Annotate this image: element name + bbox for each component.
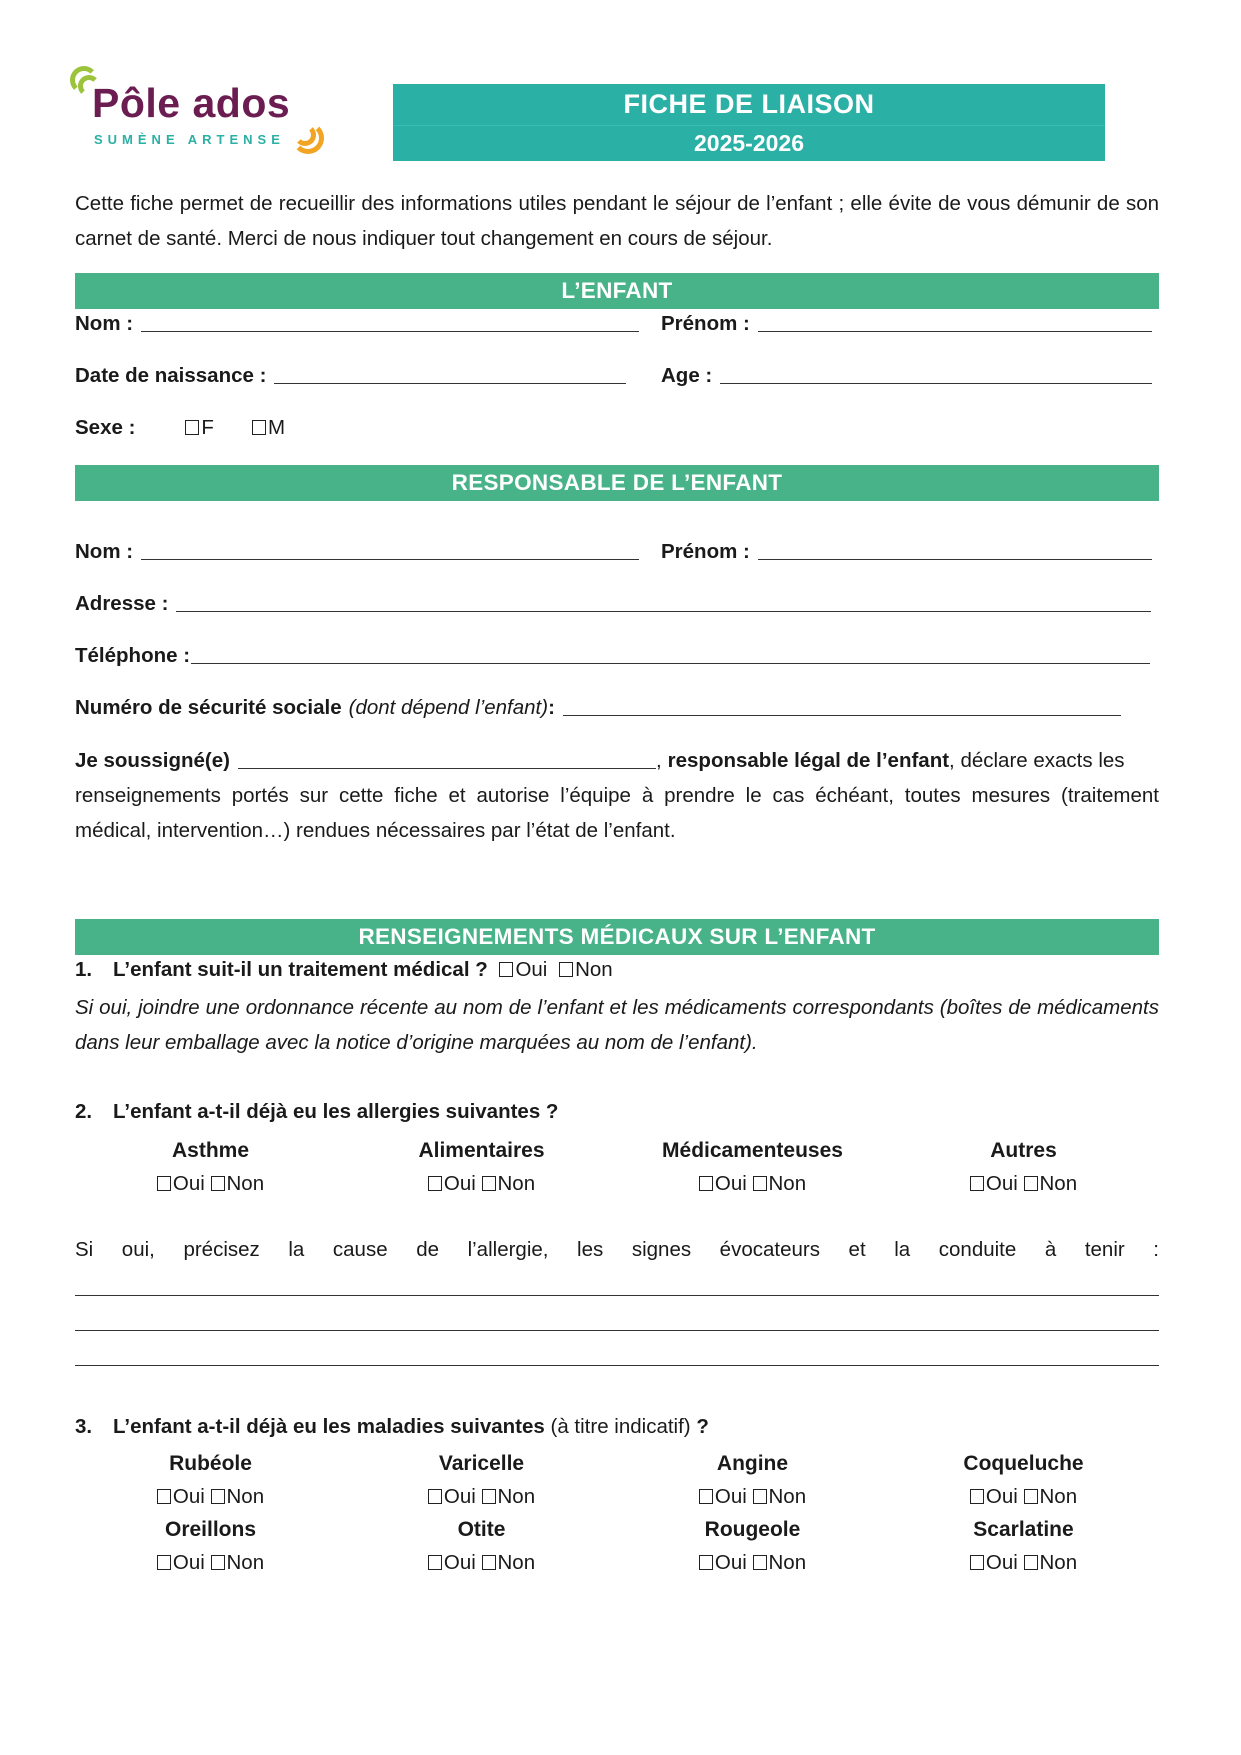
question-3: 3. L’enfant a-t-il déjà eu les maladies suivantes (à titre indicatif) ?: [75, 1415, 709, 1438]
declaration-name-field[interactable]: [238, 767, 656, 769]
question-3-note: (à titre indicatif): [550, 1415, 691, 1438]
allergy-non[interactable]: Non: [1024, 1172, 1078, 1195]
resp-telephone-label: Téléphone :: [75, 644, 191, 667]
q1-non-checkbox[interactable]: [559, 962, 573, 977]
question-3-number: 3.: [75, 1415, 93, 1438]
allergy-non[interactable]: Non: [482, 1172, 536, 1195]
question-2-number: 2.: [75, 1100, 93, 1123]
resp-secu-label: Numéro de sécurité sociale: [75, 696, 342, 719]
sexe-option-f[interactable]: F: [185, 416, 214, 440]
allergy-answer-line-3[interactable]: [75, 1365, 1159, 1366]
question-1-number: 1.: [75, 958, 93, 981]
allergy-oui[interactable]: Oui: [699, 1172, 747, 1195]
enfant-naissance-row: [75, 364, 626, 388]
disease-non[interactable]: Non: [753, 1485, 807, 1508]
section-responsable-header: RESPONSABLE DE L’ENFANT: [75, 465, 1159, 501]
checkbox-f[interactable]: [185, 420, 199, 435]
resp-nom-field[interactable]: [141, 558, 639, 560]
intro-paragraph: Cette fiche permet de recueillir des informations utiles pendant le séjour de l’enfant ; elle évite de vous démunir de son carnet de santé. Merci de nous indiquer tout changement en cours de séjour.: [75, 192, 1159, 250]
disease-oui[interactable]: Oui: [699, 1551, 747, 1574]
disease-oui[interactable]: Oui: [970, 1551, 1018, 1574]
disease-item: Coqueluche Oui Non: [963, 1452, 1084, 1508]
resp-secu-field[interactable]: [563, 714, 1121, 716]
section-medical-header: RENSEIGNEMENTS MÉDICAUX SUR L’ENFANT: [75, 919, 1159, 955]
question-3-text: L’enfant a-t-il déjà eu les maladies suivantes: [113, 1415, 545, 1438]
allergy-oui[interactable]: Oui: [157, 1172, 205, 1195]
header-divider: [393, 125, 1105, 126]
logo-title: Pôle ados: [92, 80, 291, 126]
resp-telephone-row: [75, 644, 1150, 668]
resp-nom-label: Nom :: [75, 540, 134, 563]
question-2: [75, 1100, 558, 1124]
allergy-item: Asthme Oui Non: [75, 1134, 346, 1200]
enfant-nom-row: [75, 312, 639, 336]
enfant-nom-field[interactable]: [141, 330, 639, 332]
allergy-item: Alimentaires Oui Non: [418, 1139, 545, 1195]
disease-oui[interactable]: Oui: [157, 1551, 205, 1574]
disease-non[interactable]: Non: [211, 1485, 265, 1508]
document-header: [393, 84, 1105, 161]
diseases-grid: [75, 1447, 1159, 1579]
allergy-precision-text: Si oui, précisez la cause de l’allergie, les signes évocateurs et la conduite à tenir :: [75, 1238, 1159, 1261]
disease-non[interactable]: Non: [211, 1551, 265, 1574]
resp-secu-row: [75, 696, 1121, 720]
resp-adresse-row: [75, 592, 1151, 616]
document-year: 2025-2026: [694, 130, 804, 156]
disease-item: Varicelle Oui Non: [346, 1447, 617, 1513]
logo-arc-right-outer-icon: [292, 122, 324, 154]
disease-oui[interactable]: Oui: [428, 1551, 476, 1574]
logo-subtitle: SUMÈNE ARTENSE: [94, 132, 285, 147]
declaration-first-line-rest: , déclare exacts les: [949, 749, 1125, 772]
enfant-sexe-row: [75, 416, 285, 440]
resp-prenom-label: Prénom :: [661, 540, 750, 563]
resp-prenom-field[interactable]: [758, 558, 1152, 560]
allergies-grid: [75, 1134, 1159, 1200]
resp-adresse-field[interactable]: [176, 610, 1151, 612]
q1-oui-checkbox[interactable]: [499, 962, 513, 977]
disease-item: Otite Oui Non: [346, 1513, 617, 1579]
disease-item: Oreillons Oui Non: [75, 1513, 346, 1579]
allergy-answer-line-1[interactable]: [75, 1295, 1159, 1296]
disease-oui[interactable]: Oui: [970, 1485, 1018, 1508]
document-title: FICHE DE LIAISON: [623, 89, 875, 119]
sexe-option-m[interactable]: M: [252, 416, 285, 440]
disease-item: Rougeole Oui Non: [617, 1513, 888, 1579]
checkbox-m[interactable]: [252, 420, 266, 435]
allergy-item: Médicamenteuses Oui Non: [662, 1139, 843, 1195]
pole-ados-logo: [68, 62, 328, 157]
question-2-text: L’enfant a-t-il déjà eu les allergies suivantes ?: [113, 1100, 559, 1123]
section-enfant-header: L’ENFANT: [75, 273, 1159, 309]
question-1-note: Si oui, joindre une ordonnance récente au nom de l’enfant et les médicaments correspondants (boîtes de médicaments dans leur emballage avec la notice d’origine marquées au nom de l’enfant).: [75, 996, 1159, 1054]
enfant-age-row: [661, 364, 1152, 388]
enfant-age-label: Age :: [661, 364, 713, 387]
allergy-oui[interactable]: Oui: [428, 1172, 476, 1195]
enfant-age-field[interactable]: [720, 382, 1152, 384]
enfant-naissance-field[interactable]: [274, 382, 626, 384]
question-1-text: L’enfant suit-il un traitement médical ?: [113, 958, 488, 981]
disease-non[interactable]: Non: [1024, 1485, 1078, 1508]
resp-nom-row: [75, 540, 639, 564]
disease-oui[interactable]: Oui: [428, 1485, 476, 1508]
allergy-answer-line-2[interactable]: [75, 1330, 1159, 1331]
resp-secu-note: (dont dépend l’enfant): [348, 696, 549, 719]
q1-non-option[interactable]: Non: [559, 958, 613, 981]
enfant-nom-label: Nom :: [75, 312, 134, 335]
disease-non[interactable]: Non: [482, 1485, 536, 1508]
disease-oui[interactable]: Oui: [157, 1485, 205, 1508]
declaration-rest: renseignements portés sur cette fiche et autorise l’équipe à prendre le cas échéant, toutes mesures (traitement médical, intervention…) rendues nécessaires par l’état de l’enfant.: [75, 784, 1159, 842]
declaration-paragraph: Je soussigné(e) , responsable légal de l’enfant , déclare exacts les renseignements portés sur cette fiche et autorise l’équipe à prendre le cas échéant, toutes mesures (traitement médical, intervention…) rendues nécessaires par l’état de l’enfant.: [75, 743, 1159, 848]
allergy-non[interactable]: Non: [211, 1172, 265, 1195]
allergy-oui[interactable]: Oui: [970, 1172, 1018, 1195]
enfant-sexe-label: Sexe :: [75, 416, 136, 439]
enfant-prenom-label: Prénom :: [661, 312, 750, 335]
disease-item: Rubéole Oui Non: [75, 1447, 346, 1513]
disease-oui[interactable]: Oui: [699, 1485, 747, 1508]
disease-non[interactable]: Non: [753, 1551, 807, 1574]
disease-item: Angine Oui Non: [617, 1447, 888, 1513]
resp-secu-colon: :: [548, 696, 555, 719]
resp-adresse-label: Adresse :: [75, 592, 169, 615]
enfant-prenom-row: [661, 312, 1152, 336]
disease-item: Scarlatine Oui Non: [888, 1513, 1159, 1579]
enfant-naissance-label: Date de naissance :: [75, 364, 267, 387]
declaration-bold: responsable légal de l’enfant: [667, 749, 950, 772]
enfant-prenom-field[interactable]: [758, 330, 1152, 332]
disease-non[interactable]: Non: [482, 1551, 536, 1574]
disease-non[interactable]: Non: [1024, 1551, 1078, 1574]
resp-prenom-row: [661, 540, 1152, 564]
declaration-prefix: Je soussigné(e): [75, 749, 230, 772]
allergy-non[interactable]: Non: [753, 1172, 807, 1195]
allergy-item: Autres Oui Non: [888, 1134, 1159, 1200]
question-1: [75, 958, 613, 982]
resp-telephone-field[interactable]: [191, 662, 1150, 664]
q1-oui-option[interactable]: Oui: [499, 958, 547, 981]
